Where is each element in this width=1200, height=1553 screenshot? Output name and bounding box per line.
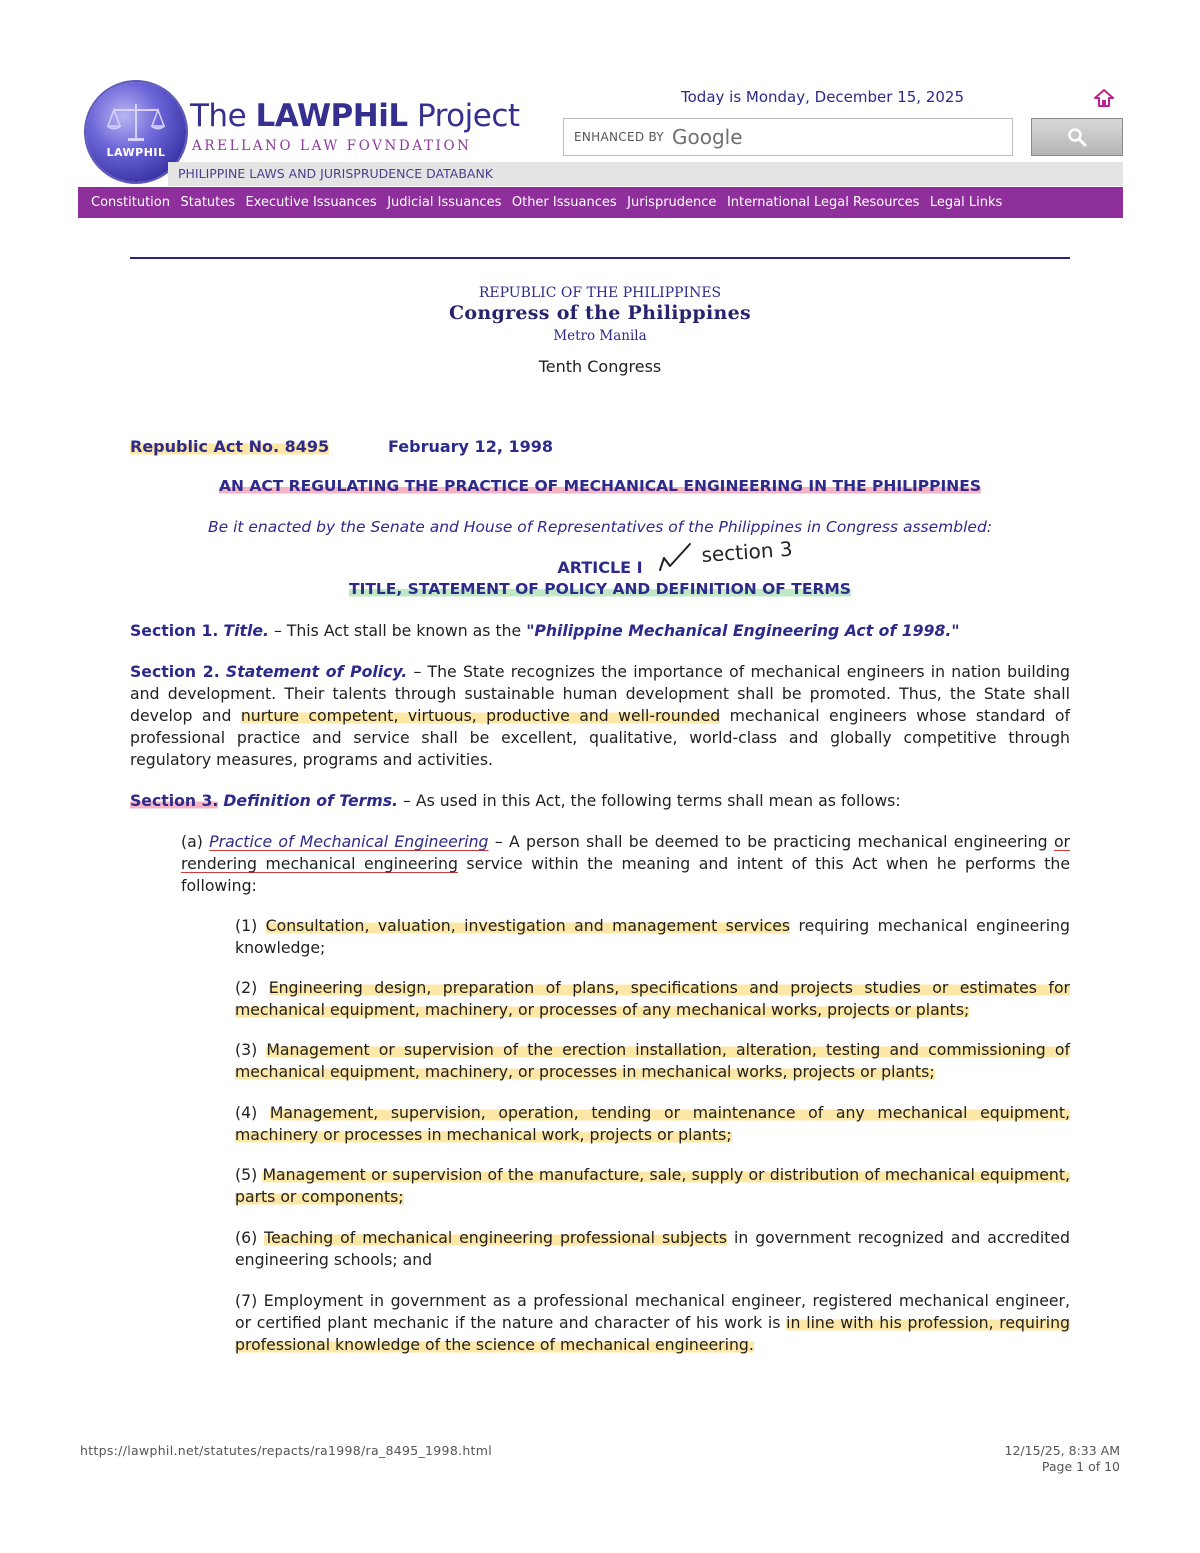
definition-a-term: Practice of Mechanical Engineering bbox=[209, 832, 489, 851]
scales-of-justice-icon bbox=[104, 100, 168, 144]
article-title-text: TITLE, STATEMENT OF POLICY AND DEFINITION OF TERMS bbox=[349, 580, 851, 598]
congress-session: Tenth Congress bbox=[538, 357, 662, 376]
congress-heading: Congress of the Philippines bbox=[449, 302, 751, 324]
section-3-text: – As used in this Act, the following terms shall mean as follows: bbox=[398, 791, 901, 810]
metro-heading: Metro Manila bbox=[553, 328, 647, 344]
nav-item-constitution[interactable]: Constitution bbox=[91, 195, 170, 210]
ra-number-text: Republic Act No. 8495 bbox=[130, 437, 330, 456]
nav-item-legal-links[interactable]: Legal Links bbox=[929, 195, 1003, 210]
brand-title-plain: The bbox=[190, 98, 256, 134]
section-2-text-b: mechanical engineers whose standard of professional practice and service shall be excellent, qualitative, world-class and globally competitive through regulatory measures, programs and activities. bbox=[130, 706, 1070, 769]
republic-heading: REPUBLIC OF THE PHILIPPINES bbox=[478, 285, 722, 301]
search-google-label: Google bbox=[672, 125, 743, 149]
nav-item-jurisprudence[interactable]: Jurisprudence bbox=[627, 195, 717, 210]
brand-title-bold: LAWPHiL bbox=[255, 98, 408, 134]
article-heading: ARTICLE I bbox=[557, 558, 643, 577]
list-item-6 bbox=[235, 1227, 1070, 1271]
list-item-5-highlight: Management or supervision of the manufacture, sale, supply or distribution of mechanical equipment, parts or components; bbox=[235, 1165, 1070, 1206]
list-item-6-num: (6) bbox=[235, 1228, 265, 1247]
list-item-2-num: (2) bbox=[235, 978, 269, 997]
section-1 bbox=[130, 620, 1070, 642]
definition-a-label: (a) bbox=[181, 832, 210, 851]
search-button[interactable] bbox=[1031, 118, 1123, 156]
ra-number bbox=[130, 437, 329, 456]
today-date: Today is Monday, December 15, 2025 bbox=[681, 88, 965, 106]
section-3 bbox=[130, 790, 1070, 812]
definition-a-underline: or rendering mechanical engineering bbox=[181, 832, 1071, 873]
list-item-4-num: (4) bbox=[235, 1103, 270, 1122]
section-3-title: Definition of Terms. bbox=[223, 791, 399, 810]
section-2-title: Statement of Policy. bbox=[225, 662, 408, 681]
list-item-4-highlight: Management, supervision, operation, tending or maintenance of any mechanical equipment, machinery or processes in mechanical work, projects or plants; bbox=[235, 1103, 1070, 1144]
section-1-title: Title. bbox=[223, 621, 269, 640]
databank-label: PHILIPPINE LAWS AND JURISPRUDENCE DATABANK bbox=[178, 166, 494, 181]
list-item-5-num: (5) bbox=[235, 1165, 263, 1184]
brand-subtitle: ARELLANO LAW FOVNDATION bbox=[192, 138, 472, 154]
nav-item-other-issuances[interactable]: Other Issuances bbox=[511, 195, 617, 210]
section-1-label: Section 1. bbox=[130, 621, 219, 640]
header-divider bbox=[130, 257, 1070, 259]
article-title bbox=[130, 580, 1070, 598]
definition-a-text-a: – A person shall be deemed to be practicing mechanical engineering bbox=[488, 832, 1054, 851]
definition-a bbox=[181, 831, 1070, 897]
nav-item-international-legal-resources[interactable]: International Legal Resources bbox=[726, 195, 920, 210]
list-item-2 bbox=[235, 977, 1070, 1021]
search-icon bbox=[1067, 127, 1087, 147]
section-2 bbox=[130, 661, 1070, 771]
act-title-text: AN ACT REGULATING THE PRACTICE OF MECHANICAL ENGINEERING IN THE PHILIPPINES bbox=[218, 477, 982, 495]
section-3-label: Section 3. bbox=[130, 791, 219, 810]
nav-item-executive-issuances[interactable]: Executive Issuances bbox=[245, 195, 377, 210]
nav-item-judicial-issuances[interactable]: Judicial Issuances bbox=[387, 195, 502, 210]
section-1-quote: "Philippine Mechanical Engineering Act of 1998." bbox=[526, 621, 960, 640]
footer-url[interactable]: https://lawphil.net/statutes/repacts/ra1998/ra_8495_1998.html bbox=[80, 1443, 493, 1458]
section-1-text: – This Act stall be known as the bbox=[268, 621, 527, 640]
logo-wordmark: LAWPHIL bbox=[106, 146, 166, 159]
footer-timestamp: 12/15/25, 8:33 AM bbox=[1004, 1443, 1120, 1458]
list-item-6-text: in government recognized and accredited engineering schools; and bbox=[235, 1228, 1070, 1269]
list-item-1 bbox=[235, 915, 1070, 959]
home-icon[interactable] bbox=[1094, 88, 1114, 108]
list-item-1-text: requiring mechanical engineering knowledge; bbox=[235, 916, 1070, 957]
search-input[interactable] bbox=[563, 118, 1013, 156]
handwritten-note-text: section 3 bbox=[700, 536, 794, 567]
list-item-4 bbox=[235, 1102, 1070, 1146]
list-item-3 bbox=[235, 1039, 1070, 1083]
section-2-label: Section 2. bbox=[130, 662, 220, 681]
list-item-7-highlight: in line with his profession, requiring professional knowledge of the science of mechanical engineering. bbox=[235, 1313, 1071, 1354]
site-header bbox=[78, 78, 1123, 218]
brand-title[interactable] bbox=[190, 98, 520, 134]
list-item-2-highlight: Engineering design, preparation of plans, specifications and projects studies or estimates for mechanical equipment, machinery, or processes of any mechanical works, projects or plants; bbox=[235, 978, 1070, 1019]
enacting-clause: Be it enacted by the Senate and House of Representatives of the Philippines in Congress assembled: bbox=[207, 518, 993, 536]
search-enhanced-label: ENHANCED BY bbox=[574, 130, 664, 144]
list-item-7-text: (7) Employment in government as a professional mechanical engineer, registered mechanical engineer, or certified plant mechanic if the nature and character of his work is bbox=[235, 1291, 1070, 1332]
act-title bbox=[130, 477, 1070, 495]
section-2-highlight: nurture competent, virtuous, productive and well-rounded bbox=[240, 706, 721, 725]
list-item-6-highlight: Teaching of mechanical engineering professional subjects bbox=[264, 1228, 728, 1247]
section-2-text-a: – The State recognizes the importance of mechanical engineers in nation building and development. Their talents through sustainable human development shall be promoted. Thus, the State shall develop and bbox=[130, 662, 1070, 725]
list-item-7 bbox=[235, 1290, 1070, 1356]
nav-item-statutes[interactable]: Statutes bbox=[180, 195, 236, 210]
ra-date: February 12, 1998 bbox=[388, 437, 553, 456]
list-item-1-highlight: Consultation, valuation, investigation and management services bbox=[265, 916, 791, 935]
list-item-3-highlight: Management or supervision of the erection installation, alteration, testing and commissioning of mechanical equipment, machinery, or processes in mechanical works, projects or plants; bbox=[235, 1040, 1070, 1081]
list-item-1-num: (1) bbox=[235, 916, 266, 935]
list-item-3-num: (3) bbox=[235, 1040, 267, 1059]
list-item-5 bbox=[235, 1164, 1070, 1208]
brand-title-rest: Project bbox=[407, 98, 520, 134]
footer-page-number: Page 1 of 10 bbox=[1041, 1459, 1120, 1474]
main-nav bbox=[78, 187, 1123, 218]
definition-a-text-b: service within the meaning and intent of this Act when he performs the following: bbox=[181, 854, 1071, 895]
